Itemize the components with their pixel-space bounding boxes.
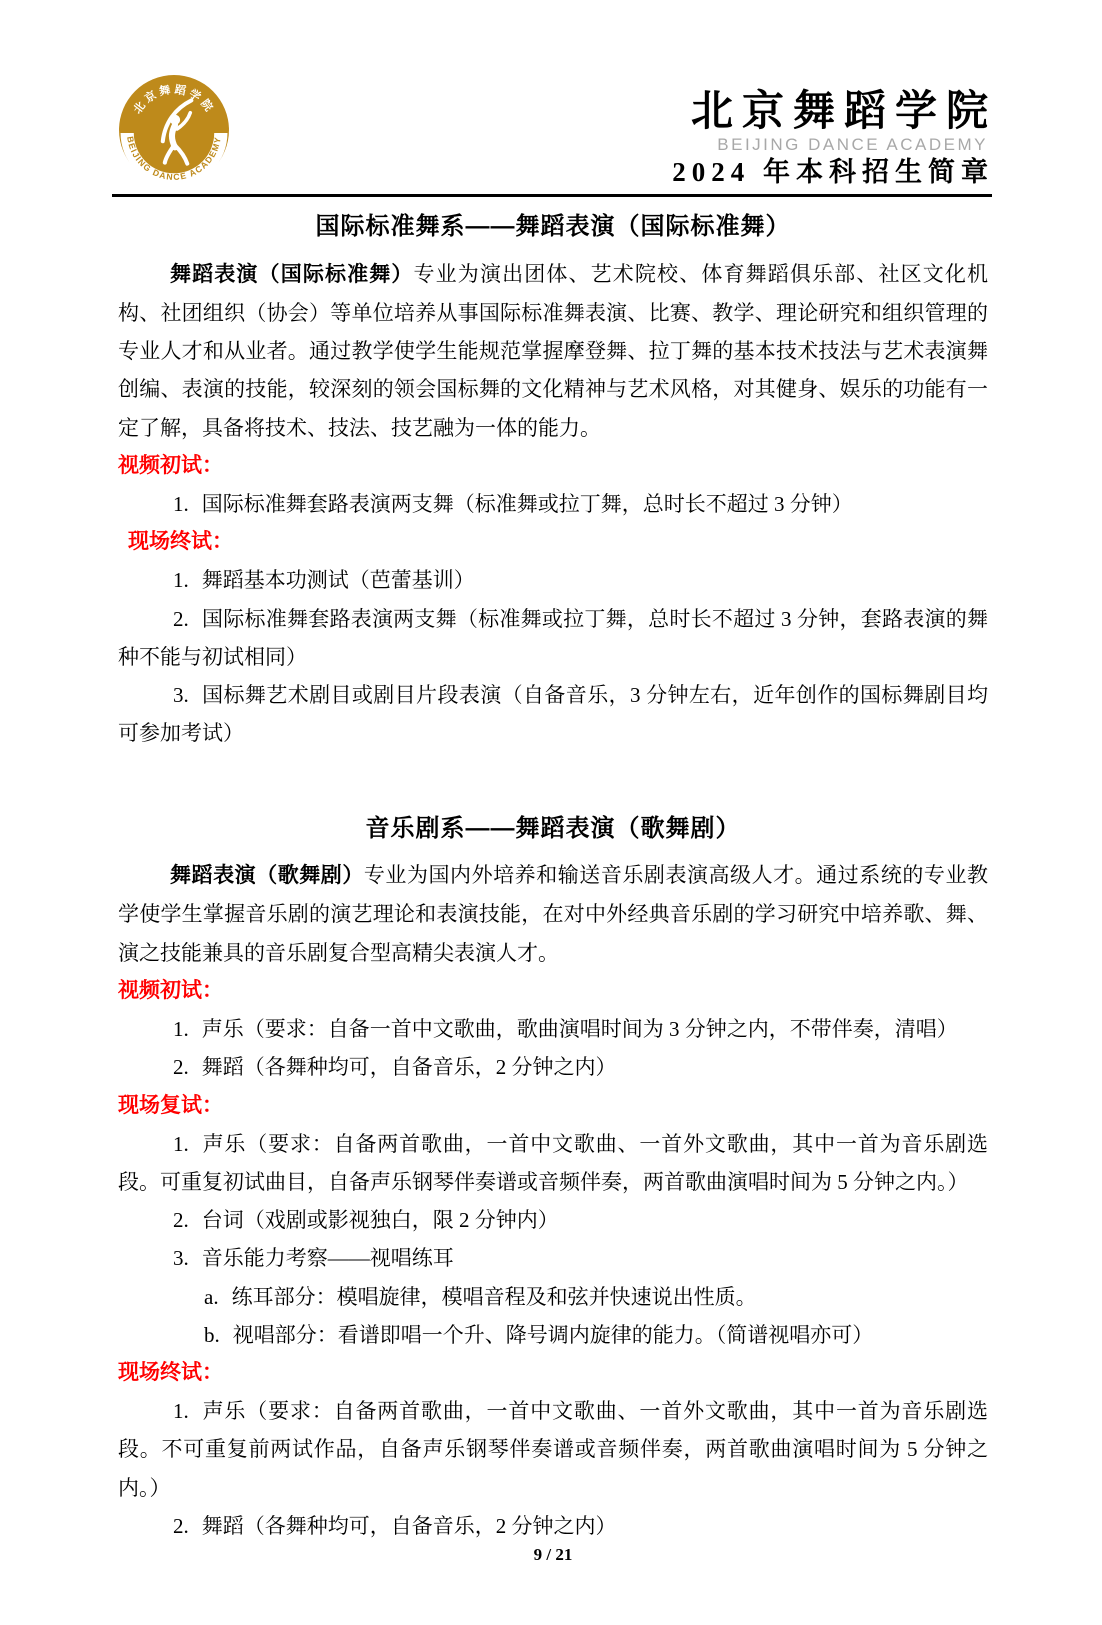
item-number: 2. [173, 606, 189, 631]
masthead [672, 89, 997, 187]
item-text: 声乐（要求：自备两首歌曲，一首中文歌曲、一首外文歌曲，其中一首为音乐剧选段。可重复初试曲目，自备声乐钢琴伴奏谱或音频伴奏，两首歌曲演唱时间为 5 分钟之内。） [118, 1131, 988, 1194]
item-text: 台词（戏剧或影视独白，限 2 分钟内） [201, 1208, 559, 1233]
item-number: 3. [173, 1246, 189, 1271]
item-number: 1. [173, 1399, 189, 1424]
exam-item [118, 485, 988, 523]
intro-text: 专业为国内外培养和输送音乐剧表演高级人才。通过系统的专业教学使学生掌握音乐剧的演艺理论和表演技能，在对中外经典音乐剧的学习研究中培养歌、舞、演之技能兼具的音乐剧复合型高精尖表演人才。 [118, 863, 989, 965]
item-number: 2. [173, 1513, 189, 1538]
section-title: 音乐剧系——舞蹈表演（歌舞剧） [365, 814, 741, 842]
item-text: 国标舞艺术剧目或剧目片段表演（自备音乐，3 分钟左右，近年创作的国标舞剧目均可参加考试） [118, 683, 988, 746]
item-number: 1. [173, 568, 189, 593]
exam-stage-heading: 视频初试： [118, 978, 223, 1002]
academy-seal-logo [118, 74, 230, 186]
exam-item [118, 1239, 988, 1277]
exam-stage-heading: 现场终试： [118, 1361, 223, 1385]
exam-item [118, 1125, 988, 1201]
item-text: 练耳部分：模唱旋律，模唱音程及和弦并快速说出性质。 [231, 1284, 757, 1309]
exam-stage-heading: 视频初试： [118, 453, 223, 477]
brochure-title: 2024 年本科招生简章 [672, 157, 994, 187]
academy-name-chinese: 北京舞蹈学院 [690, 89, 997, 135]
svg-text:BEIJING DANCE ACADEMY: BEIJING DANCE ACADEMY [125, 135, 223, 183]
svg-text:北京舞蹈学院: 北京舞蹈学院 [131, 83, 217, 117]
exam-stage-heading: 现场复试： [118, 1093, 223, 1117]
item-text: 国际标准舞套路表演两支舞（标准舞或拉丁舞，总时长不超过 3 分钟，套路表演的舞种不能与初试相同） [118, 606, 988, 669]
exam-item [118, 1201, 988, 1239]
exam-item [118, 1278, 988, 1316]
academy-name-english: BEIJING DANCE ACADEMY [717, 135, 988, 154]
exam-item [118, 1507, 988, 1545]
intro-text: 专业为演出团体、艺术院校、体育舞蹈俱乐部、社区文化机构、社团组织（协会）等单位培养从事国际标准舞表演、比赛、教学、理论研究和组织管理的专业人才和从业者。通过教学使学生能规范掌握摩登舞、拉丁舞的基本技术技法与艺术表演舞创编、表演的技能，较深刻的领会国标舞的文化精神与艺术风格，对其健身、娱乐的功能有一定了解，具备将技术、技法、技艺融为一体的能力。 [118, 261, 989, 440]
document-body [118, 205, 988, 1545]
exam-item [118, 1316, 988, 1354]
item-number: 2. [173, 1055, 189, 1080]
item-number: 1. [173, 491, 189, 516]
item-number: 1. [173, 1017, 189, 1042]
item-text: 音乐能力考察——视唱练耳 [201, 1246, 454, 1271]
exam-item [118, 676, 988, 752]
item-text: 视唱部分：看谱即唱一个升、降号调内旋律的能力。（简谱视唱亦可） [232, 1322, 874, 1347]
exam-item [118, 1392, 988, 1507]
seal-icon [118, 74, 230, 186]
exam-stage-heading: 现场终试： [128, 530, 233, 554]
exam-section [118, 807, 988, 1546]
exam-item [118, 1048, 988, 1086]
item-text: 舞蹈基本功测试（芭蕾基训） [201, 568, 475, 593]
item-text: 舞蹈（各舞种均可，自备音乐，2 分钟之内） [201, 1513, 617, 1538]
item-number: a. [204, 1284, 219, 1309]
intro-lead: 舞蹈表演（歌舞剧） [170, 864, 364, 888]
exam-section [118, 205, 988, 753]
item-text: 声乐（要求：自备两首歌曲，一首中文歌曲、一首外文歌曲，其中一首为音乐剧选段。不可重复前两试作品，自备声乐钢琴伴奏谱或音频伴奏，两首歌曲演唱时间为 5 分钟之内。） [118, 1399, 988, 1500]
item-text: 舞蹈（各舞种均可，自备音乐，2 分钟之内） [201, 1055, 617, 1080]
section-intro [118, 255, 988, 447]
section-intro [118, 856, 988, 972]
item-number: 3. [173, 683, 189, 708]
intro-lead: 舞蹈表演（国际标准舞） [170, 262, 414, 286]
page-number: 9 / 21 [533, 1545, 573, 1565]
header-rule [112, 194, 992, 197]
section-title: 国际标准舞系——舞蹈表演（国际标准舞） [315, 213, 791, 240]
exam-item [118, 1010, 988, 1048]
item-text: 声乐（要求：自备一首中文歌曲，歌曲演唱时间为 3 分钟之内，不带伴奏，清唱） [201, 1017, 958, 1042]
exam-item [118, 600, 988, 676]
item-number: b. [204, 1322, 220, 1347]
item-number: 1. [173, 1131, 189, 1156]
page-header [118, 0, 997, 187]
exam-item [118, 561, 988, 599]
item-text: 国际标准舞套路表演两支舞（标准舞或拉丁舞，总时长不超过 3 分钟） [201, 491, 853, 516]
item-number: 2. [173, 1208, 189, 1233]
